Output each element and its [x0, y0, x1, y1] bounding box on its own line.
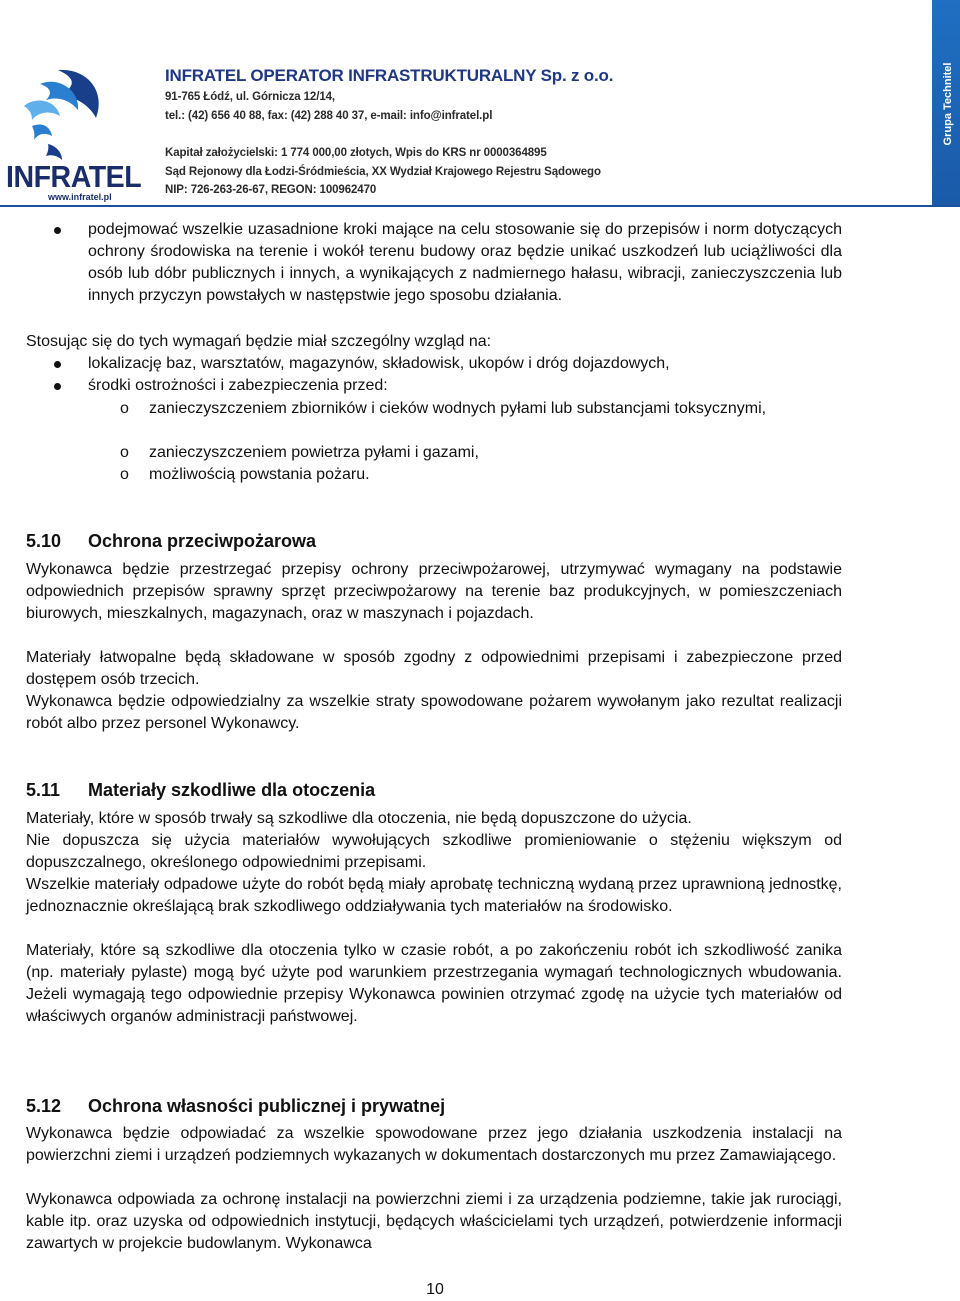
company-ids: NIP: 726-263-26-67, REGON: 100962470	[165, 184, 377, 196]
group-sidebar-label: Grupa Technitel	[942, 62, 954, 146]
paragraph: Nie dopuszcza się użycia materiałów wywołujących szkodliwe promieniowanie o stężeniu większym od dopuszczalnego, określonego odpowiednimi przepisami.	[26, 832, 842, 871]
section-title: Ochrona przeciwpożarowa	[88, 531, 317, 551]
swoosh-logo-icon	[2, 66, 114, 166]
bullet-icon	[54, 361, 61, 368]
section-number: 5.11	[26, 780, 61, 800]
paragraph: Wykonawca będzie przestrzegać przepisy ochrony przeciwpożarowej, utrzymywać wymagany na podstawie odpowiednich przepisów sprawny sprzęt przeciwpożarowy na terenie baz produkcyjnych, w pomieszczeniach biurowych, mieszkalnych, magazynach, oraz w maszynach i pojazdach.	[26, 561, 842, 622]
section-heading	[26, 1094, 445, 1118]
sub-list-item: możliwością powstania pożaru.	[149, 466, 370, 483]
company-contact: tel.: (42) 656 40 88, fax: (42) 288 40 37, e-mail: info@infratel.pl	[165, 110, 493, 122]
company-address: 91-765 Łódź, ul. Górnicza 12/14,	[165, 91, 336, 103]
paragraph: Materiały łatwopalne będą składowane w sposób zgodny z odpowiednimi przepisami i zabezpieczone przed dostępem osób trzecich.	[26, 649, 842, 688]
paragraph: Materiały, które są szkodliwe dla otoczenia tylko w czasie robót, a po zakończeniu robót ich szkodliwość zanika (np. materiały pylaste) mogą być użyte pod warunkiem przestrzegania wymagań technologicznych wbudowania. Jeżeli wymagają tego odpowiednie przepisy Wykonawca powinien otrzymać zgodę na użycie tych materiałów od właściwych organów administracji państwowej.	[26, 942, 842, 1025]
company-capital: Kapitał założycielski: 1 774 000,00 złotych, Wpis do KRS nr 0000364895	[165, 147, 547, 159]
sub-bullet-marker: o	[120, 444, 129, 461]
sub-bullet-marker: o	[120, 466, 129, 483]
section-heading	[26, 529, 316, 553]
section-title: Materiały szkodliwe dla otoczenia	[88, 780, 376, 800]
paragraph: Wykonawca odpowiada za ochronę instalacji na powierzchni ziemi i za urządzenia podziemne, takie jak rurociągi, kable itp. oraz uzyska od odpowiednich instytucji, będących właścicielami tych urządzeń, potwierdzenie informacji zawartych w projekcie budowlanym. Wykonawca	[26, 1191, 842, 1252]
section-heading	[26, 778, 375, 802]
section-number: 5.12	[26, 1096, 62, 1116]
sub-bullet-marker: o	[120, 400, 129, 417]
section-title: Ochrona własności publicznej i prywatnej	[88, 1096, 446, 1116]
paragraph: Wykonawca będzie odpowiedzialny za wszelkie straty spowodowane pożarem wywołanym jako rezultat realizacji robót albo przez personel Wykonawcy.	[26, 693, 842, 732]
sub-list-item: zanieczyszczeniem zbiorników i cieków wodnych pyłami lub substancjami toksycznymi,	[149, 400, 767, 417]
company-court: Sąd Rejonowy dla Łodzi-Śródmieścia, XX Wydział Krajowego Rejestru Sądowego	[165, 166, 601, 178]
section-number: 5.10	[26, 531, 62, 551]
sub-list-item: zanieczyszczeniem powietrza pyłami i gazami,	[149, 444, 479, 461]
letterhead	[0, 0, 960, 207]
paragraph: Materiały, które w sposób trwały są szkodliwe dla otoczenia, nie będą dopuszczone do użycia.	[26, 810, 692, 827]
logo-url: www.infratel.pl	[48, 192, 112, 202]
list-item: lokalizację baz, warsztatów, magazynów, składowisk, ukopów i dróg dojazdowych,	[88, 355, 670, 372]
paragraph: Wszelkie materiały odpadowe użyte do robót będą miały aprobatę techniczną wydaną przez uprawnioną jednostkę, jednoznacznie określającą brak szkodliwego oddziaływania tych materiałów na środowisko.	[26, 876, 842, 915]
list-item: podejmować wszelkie uzasadnione kroki mające na celu stosowanie się do przepisów i norm dotyczących ochrony środowiska na terenie i wokół terenu budowy oraz będzie unikać uszkodzeń lub uciążliwości dla osób lub dóbr publicznych i innych, a wynikających z nadmiernego hałasu, wibracji, zanieczyszczenia lub innych przyczyn powstałych w następstwie jego sposobu działania.	[88, 221, 842, 304]
paragraph: Wykonawca będzie odpowiadać za wszelkie spowodowane przez jego działania uszkodzenia instalacji na powierzchni ziemi i urządzeń podziemnych wykazanych w dokumentach dostarczonych mu przez Zamawiającego.	[26, 1125, 842, 1164]
infratel-logo	[2, 66, 142, 202]
header-divider	[0, 205, 960, 207]
company-name: INFRATEL OPERATOR INFRASTRUKTURALNY Sp. z o.o.	[165, 66, 614, 85]
paragraph: Stosując się do tych wymagań będzie miał szczególny wzgląd na:	[26, 333, 492, 350]
bullet-icon	[54, 227, 61, 234]
bullet-icon	[54, 383, 61, 390]
list-item: środki ostrożności i zabezpieczenia przed:	[88, 377, 388, 394]
page-number: 10	[426, 1281, 444, 1298]
logo-wordmark: INFRATEL	[6, 159, 142, 194]
